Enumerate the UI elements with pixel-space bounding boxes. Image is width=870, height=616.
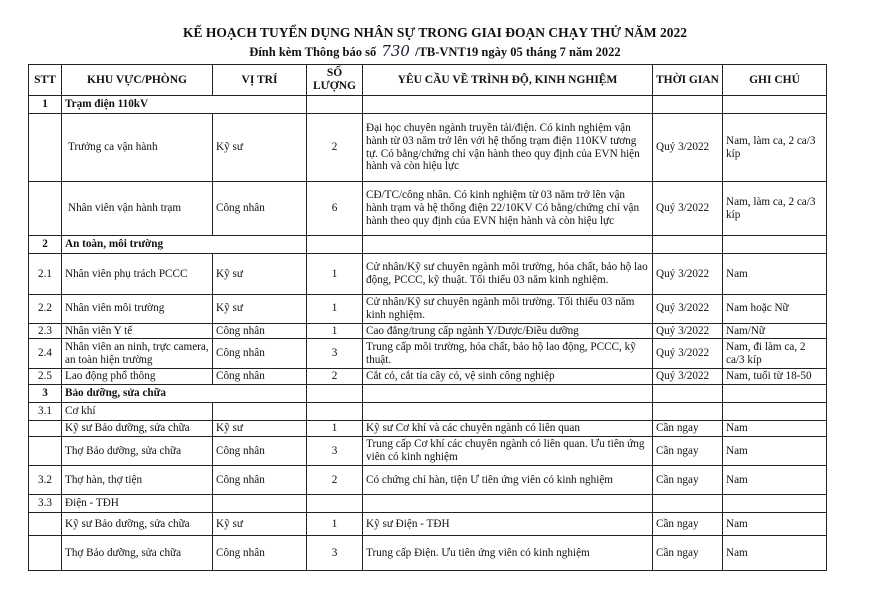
cell-requirements: Cắt cỏ, cắt tỉa cây cỏ, vệ sinh công nghiệp [363,369,653,385]
table-row [29,254,827,295]
cell-time: Cần ngay [653,512,723,535]
cell-position: Công nhân [213,182,307,236]
subsection-stt: 3.1 [29,403,62,421]
cell-requirements: Cử nhân/Kỹ sư chuyên ngành môi trường. Tối thiểu 03 năm kinh nghiệm. [363,295,653,324]
col-header-time: THỜI GIAN [653,65,723,96]
cell-position: Kỹ sư [213,114,307,182]
cell-qty: 3 [307,535,363,570]
cell-qty: 6 [307,182,363,236]
subsection-stt: 3.3 [29,494,62,512]
cell-stt: 2.4 [29,339,62,369]
cell-qty: 1 [307,421,363,437]
section-name: Bảo dưỡng, sửa chữa [62,385,307,403]
cell-time: Cần ngay [653,465,723,494]
table-header-row [29,65,827,96]
cell-qty: 3 [307,339,363,369]
cell-position: Kỹ sư [213,421,307,437]
cell-position: Kỹ sư [213,512,307,535]
table-row [29,436,827,465]
cell-position: Công nhân [213,323,307,339]
cell-position: Công nhân [213,339,307,369]
cell-stt: 2.3 [29,323,62,339]
cell-area: Nhân viên phụ trách PCCC [62,254,213,295]
cell-time: Cần ngay [653,436,723,465]
cell-stt [29,182,62,236]
cell-note: Nam [723,512,827,535]
section-row [29,96,827,114]
cell-qty: 1 [307,323,363,339]
cell-time: Quý 3/2022 [653,295,723,324]
cell-position: Kỹ sư [213,295,307,324]
table-row [29,295,827,324]
cell-note: Nam, tuổi từ 18-50 [723,369,827,385]
cell-requirements: Cử nhân/Kỹ sư chuyên ngành môi trường, hóa chất, bảo hộ lao động, PCCC, kỹ thuật. Tối thiểu 03 năm kinh nghiệm. [363,254,653,295]
cell-time: Quý 3/2022 [653,323,723,339]
cell-area: Trưởng ca vận hành [62,114,213,182]
subtitle-prefix: Đính kèm Thông báo số [249,45,377,59]
cell-area: Nhân viên vận hành trạm [62,182,213,236]
cell-time: Quý 3/2022 [653,114,723,182]
cell-stt: 2.2 [29,295,62,324]
cell-stt [29,114,62,182]
cell-qty: 2 [307,465,363,494]
col-header-position: VỊ TRÍ [213,65,307,96]
cell-position: Công nhân [213,436,307,465]
section-name: Trạm điện 110kV [62,96,307,114]
cell-note: Nam/Nữ [723,323,827,339]
section-stt: 1 [29,96,62,114]
cell-area: Nhân viên môi trường [62,295,213,324]
table-row [29,182,827,236]
cell-time: Quý 3/2022 [653,254,723,295]
recruitment-table [28,64,827,571]
cell-qty: 1 [307,295,363,324]
cell-qty: 2 [307,369,363,385]
table-row [29,535,827,570]
subsection-name: Điện - TĐH [62,494,213,512]
cell-note: Nam, làm ca, 2 ca/3 kíp [723,114,827,182]
cell-time: Cần ngay [653,535,723,570]
table-row [29,512,827,535]
cell-time: Cần ngay [653,421,723,437]
cell-note: Nam, đi làm ca, 2 ca/3 kíp [723,339,827,369]
cell-area: Kỹ sư Bảo dưỡng, sửa chữa [62,512,213,535]
document-title: KẾ HOẠCH TUYỂN DỤNG NHÂN SỰ TRONG GIAI ĐOẠN CHẠY THỬ NĂM 2022 [182,25,688,40]
cell-note: Nam [723,254,827,295]
cell-stt: 3.2 [29,465,62,494]
cell-area: Nhân viên an ninh, trực camera, an toàn hiện trường [62,339,213,369]
col-header-requirements: YÊU CẦU VỀ TRÌNH ĐỘ, KINH NGHIỆM [363,65,653,96]
cell-area: Thợ Bảo dưỡng, sửa chữa [62,535,213,570]
document-subtitle [0,42,870,60]
col-header-area: KHU VỰC/PHÒNG [62,65,213,96]
col-header-stt: STT [29,65,62,96]
handwritten-doc-number: 730 [381,42,410,60]
section-stt: 2 [29,236,62,254]
cell-position: Công nhân [213,465,307,494]
cell-qty: 3 [307,436,363,465]
table-row [29,339,827,369]
cell-qty: 1 [307,254,363,295]
cell-requirements: Trung cấp Cơ khí các chuyên ngành có liên quan. Ưu tiên ứng viên có kinh nghiệm [363,436,653,465]
col-header-qty: SỐ LƯỢNG [307,65,363,96]
cell-time: Quý 3/2022 [653,369,723,385]
cell-note: Nam [723,535,827,570]
cell-qty: 1 [307,512,363,535]
cell-requirements: Có chứng chỉ hàn, tiện Ư tiên ứng viên có kinh nghiệm [363,465,653,494]
cell-requirements: Kỹ sư Điện - TĐH [363,512,653,535]
section-name: An toàn, môi trường [62,236,307,254]
section-row [29,385,827,403]
cell-note: Nam hoặc Nữ [723,295,827,324]
table-row [29,323,827,339]
cell-requirements: Đại học chuyên ngành truyền tải/điện. Có kinh nghiệm vận hành từ 03 năm trở lên với hệ thống trạm điện 110KV tương tự. Có bằng/chứng chỉ vận hành theo quy định của EVN hiện hành và còn hiệu lực [363,114,653,182]
table-row [29,114,827,182]
cell-requirements: Trung cấp Điện. Ưu tiên ứng viên có kinh nghiệm [363,535,653,570]
cell-area: Nhân viên Y tế [62,323,213,339]
cell-qty: 2 [307,114,363,182]
cell-area: Thợ Bảo dưỡng, sửa chữa [62,436,213,465]
cell-stt: 2.5 [29,369,62,385]
table-row [29,421,827,437]
table-row [29,369,827,385]
cell-position: Công nhân [213,535,307,570]
cell-note: Nam [723,421,827,437]
cell-area: Lao động phổ thông [62,369,213,385]
cell-area: Thợ hàn, thợ tiện [62,465,213,494]
table-row [29,465,827,494]
subsection-row [29,403,827,421]
cell-time: Quý 3/2022 [653,182,723,236]
cell-requirements: Kỹ sư Cơ khí và các chuyên ngành có liên quan [363,421,653,437]
cell-requirements: Cao đẳng/trung cấp ngành Y/Dược/Điều dưỡng [363,323,653,339]
cell-stt: 2.1 [29,254,62,295]
cell-note: Nam [723,436,827,465]
cell-requirements: CĐ/TC/công nhân. Có kinh nghiệm từ 03 năm trở lên vận hành trạm và hệ thống điện 22/10KV Có bằng/chứng chỉ vận hành theo quy định của EVN hiện hành và còn hiệu lực [363,182,653,236]
cell-requirements: Trung cấp môi trường, hóa chất, bảo hộ lao động, PCCC, kỹ thuật. [363,339,653,369]
subtitle-suffix: /TB-VNT19 ngày 05 tháng 7 năm 2022 [415,45,621,59]
cell-note: Nam [723,465,827,494]
subsection-name: Cơ khí [62,403,213,421]
col-header-notes: GHI CHÚ [723,65,827,96]
cell-time: Quý 3/2022 [653,339,723,369]
subsection-row [29,494,827,512]
cell-area: Kỹ sư Bảo dưỡng, sửa chữa [62,421,213,437]
section-stt: 3 [29,385,62,403]
section-row [29,236,827,254]
cell-position: Kỹ sư [213,254,307,295]
cell-note: Nam, làm ca, 2 ca/3 kíp [723,182,827,236]
cell-position: Công nhân [213,369,307,385]
